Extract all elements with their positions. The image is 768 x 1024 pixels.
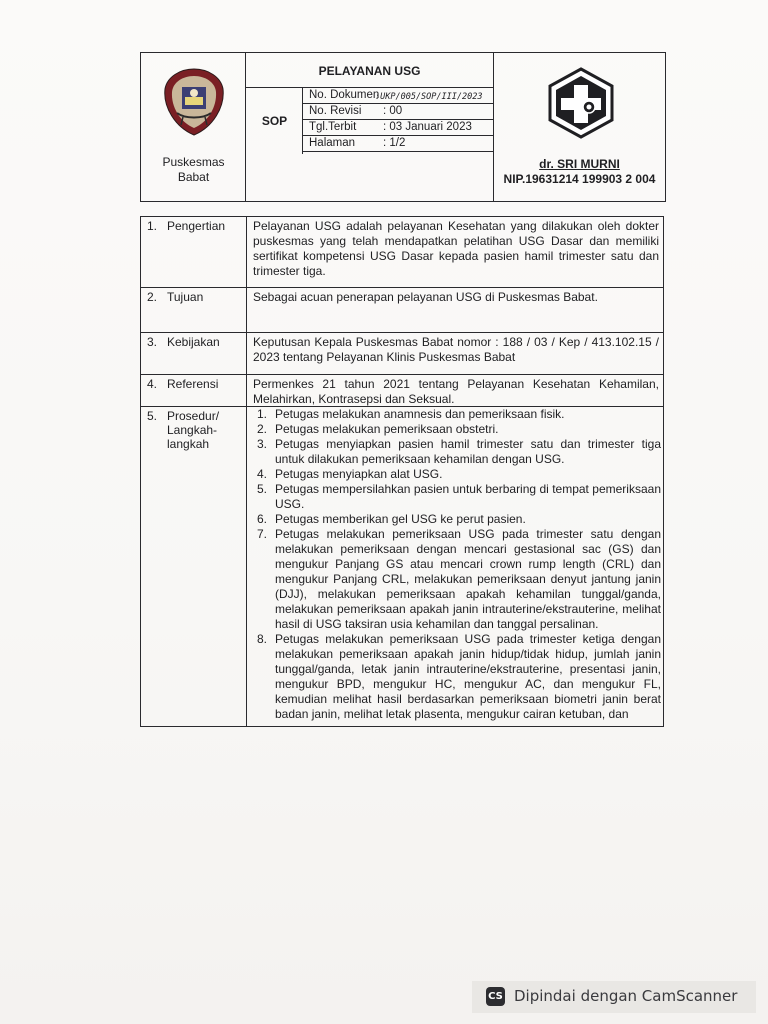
meta-row-doc-number <box>303 88 493 104</box>
org-name-line1: Puskesmas <box>162 155 225 169</box>
puskesmas-logo-icon <box>548 67 614 139</box>
step-text: Petugas melakukan pemeriksaan USG pada trimester ketiga dengan melakukan pemeriksaan apakah janin hidup/tidak hidup, jumlah janin tunggal/ganda, letak janin intrauterine/ekstrauterine, presentasi janin, mengukur BPD, mengukur HC, mengukur AC, dan mengukur FL, kemudian melihat hasil berdasarkan pemeriksaan biometri janin berat badan janin, melihat letak plasenta, mengukur cairan ketuban, dan <box>275 632 661 721</box>
procedure-step <box>251 527 661 632</box>
section-pengertian <box>141 217 663 288</box>
section-kebijakan <box>141 333 663 375</box>
step-number: 8. <box>257 632 268 646</box>
step-number: 5. <box>257 482 268 496</box>
meta-key: No. Revisi <box>309 105 362 117</box>
header-middle-column <box>246 53 494 201</box>
step-text: Petugas memberikan gel USG ke perut pasien. <box>275 512 526 526</box>
step-text: Petugas melakukan pemeriksaan USG pada trimester satu dengan melakukan pemeriksaan dengan mencari gestasional sac (GS) dan mengukur Panjang GS atau mencari crown rump length (CRL) dan mengukur Panjang CRL, melakukan pemeriksaan denyut jantung janin (DJJ), melakukan pemeriksaan apakah kehamilan tunggal/ganda, melakukan pemeriksaan apakah janin intrauterine/ekstrauterine, melihat hasil di USG taksiran usia kehamilan dan tanggal persalinan. <box>275 527 661 631</box>
org-name-line2: Babat <box>177 170 210 184</box>
document-title: PELAYANAN USG <box>318 64 421 78</box>
regency-seal-icon <box>163 67 225 137</box>
section-label <box>141 407 247 726</box>
camscanner-watermark <box>472 981 756 1013</box>
section-label <box>141 375 247 406</box>
sop-cell <box>246 88 303 154</box>
meta-row-revision <box>303 104 493 120</box>
section-title-line2: Langkah- <box>167 423 218 437</box>
signatory-nip: NIP.19631214 199903 2 004 <box>503 172 656 186</box>
sop-content-table <box>140 216 664 727</box>
section-title: Tujuan <box>167 290 204 304</box>
section-content: Sebagai acuan penerapan pelayanan USG di Puskesmas Babat. <box>253 290 598 304</box>
meta-value-handwritten: :UKP/005/SOP/III/2023 <box>375 92 483 102</box>
section-content: Keputusan Kepala Puskesmas Babat nomor : 188 / 03 / Kep / 413.102.15 / 2023 tentang Pelayanan Klinis Puskesmas Babat <box>253 335 659 364</box>
step-number: 4. <box>257 467 268 481</box>
meta-value: : 00 <box>383 105 403 117</box>
step-text: Petugas melakukan anamnesis dan pemeriksaan fisik. <box>275 407 565 421</box>
step-number: 6. <box>257 512 268 526</box>
meta-value: : 1/2 <box>383 137 406 149</box>
procedure-step <box>251 407 661 422</box>
section-title: Kebijakan <box>167 335 220 349</box>
procedure-step <box>251 512 661 527</box>
camscanner-icon: CS <box>486 987 505 1006</box>
section-content: Permenkes 21 tahun 2021 tentang Pelayanan Kesehatan Kehamilan, Melahirkan, Kontrasepsi dan Seksual. <box>253 377 659 406</box>
section-title: Referensi <box>167 377 219 391</box>
step-text: Petugas mempersilahkan pasien untuk berbaring di tempat pemeriksaan USG. <box>275 482 661 511</box>
section-title-line3: langkah <box>167 437 210 451</box>
procedure-step <box>251 632 661 722</box>
section-label <box>141 217 247 287</box>
step-number: 1. <box>257 407 268 421</box>
section-content: Pelayanan USG adalah pelayanan Kesehatan yang dilakukan oleh dokter puskesmas yang telah mendapatkan pelatihan USG Dasar dan memiliki sertifikat kompetensi USG Dasar kepada pasien hamil trimester satu dan trimester tiga. <box>253 219 659 278</box>
section-number: 2. <box>147 290 158 304</box>
section-title <box>167 409 219 451</box>
org-name <box>141 155 246 185</box>
procedure-step <box>251 422 661 437</box>
procedure-step-list <box>251 407 661 722</box>
meta-key: Tgl.Terbit <box>309 121 357 133</box>
section-prosedur <box>141 407 663 726</box>
header-right-column <box>494 53 665 201</box>
section-number: 3. <box>147 335 158 349</box>
header-logo-column <box>141 53 246 201</box>
section-number: 1. <box>147 219 158 233</box>
sop-label: SOP <box>261 114 288 128</box>
step-number: 3. <box>257 437 268 451</box>
section-title-line1: Prosedur/ <box>167 409 220 423</box>
step-number: 2. <box>257 422 268 436</box>
section-title: Pengertian <box>167 219 226 233</box>
header-blank-cell <box>246 154 493 201</box>
meta-row-page <box>303 136 493 152</box>
signatory-name: dr. SRI MURNI <box>539 157 620 171</box>
meta-key: Halaman <box>309 137 356 149</box>
section-number: 5. <box>147 409 158 423</box>
procedure-steps <box>251 407 661 722</box>
section-label <box>141 333 247 374</box>
meta-value: : 03 Januari 2023 <box>383 121 472 133</box>
step-text: Petugas menyiapkan alat USG. <box>275 467 443 481</box>
camscanner-label: Dipindai dengan CamScanner <box>514 987 738 1005</box>
procedure-step <box>251 437 661 467</box>
document-meta <box>303 88 493 154</box>
step-text: Petugas melakukan pemeriksaan obstetri. <box>275 422 499 436</box>
sop-header-table <box>140 52 666 202</box>
procedure-step <box>251 482 661 512</box>
section-number: 4. <box>147 377 158 391</box>
step-text: Petugas menyiapkan pasien hamil trimester satu dan trimester tiga untuk dilakukan pemeriksaan kehamilan dengan USG. <box>275 437 661 466</box>
section-tujuan <box>141 288 663 333</box>
procedure-step <box>251 467 661 482</box>
title-row <box>246 53 493 88</box>
section-label <box>141 288 247 332</box>
step-number: 7. <box>257 527 268 541</box>
section-referensi <box>141 375 663 407</box>
meta-key: No. Dokumen <box>309 89 380 101</box>
meta-row-issue-date <box>303 120 493 136</box>
